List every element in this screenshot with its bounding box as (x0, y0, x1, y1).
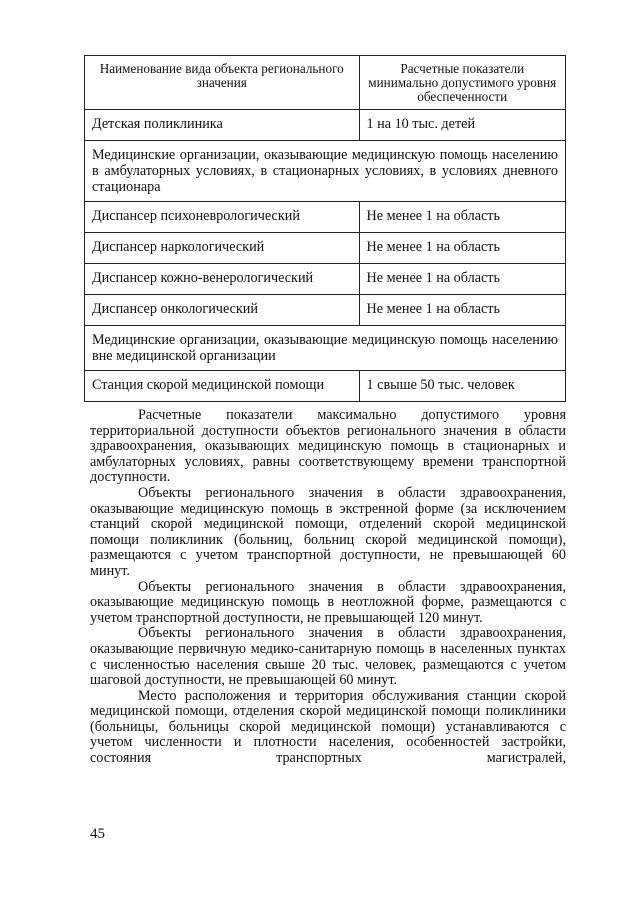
table-cell-value: 1 на 10 тыс. детей (359, 110, 566, 141)
table-cell-value: Не менее 1 на область (359, 202, 566, 233)
table-section-row (85, 141, 566, 202)
table-cell-value: 1 свыше 50 тыс. человек (359, 371, 566, 402)
table-cell-object: Детская поликлиника (85, 110, 360, 141)
body-text (90, 408, 566, 767)
table-header-row (85, 56, 566, 110)
table-cell-object: Диспансер психоневрологический (85, 202, 360, 233)
table-section-heading: Медицинские организации, оказывающие медицинскую помощь населению в амбулаторных условиях, в стационарных условиях, в условиях дневного стационара (85, 141, 566, 202)
table-row (85, 264, 566, 295)
table-cell-value: Не менее 1 на область (359, 264, 566, 295)
table-cell-object: Диспансер онкологический (85, 295, 360, 326)
table-cell-object: Диспансер кожно-венерологический (85, 264, 360, 295)
table-cell-object: Станция скорой медицинской помощи (85, 371, 360, 402)
paragraph: Объекты регионального значения в области здравоохранения, оказывающие медицинскую помощь в экстренной форме (за исключением станций скорой медицинской помощи, отделений скорой медицинской помощи поликлиник (больниц, больниц скорой медицинской помощи), размещаются с учетом транспортной доступности, не превышающей 60 минут. (90, 484, 566, 579)
table-row (85, 233, 566, 264)
table-row (85, 295, 566, 326)
table-row (85, 202, 566, 233)
paragraph: Объекты регионального значения в области здравоохранения, оказывающие медицинскую помощь в неотложной форме, размещаются с учетом транспортной доступности, не превышающей 120 минут. (90, 578, 566, 626)
table-header-object-type: Наименование вида объекта регионального значения (85, 56, 360, 110)
table-section-row (85, 326, 566, 371)
table-header-provision-level: Расчетные показатели минимально допустимого уровня обеспеченности (359, 56, 566, 110)
paragraph: Место расположения и территория обслуживания станции скорой медицинской помощи, отделения скорой медицинской помощи поликлиники (больницы, больницы скорой медицинской помощи) устанавливаются с учетом численности и плотности населения, особенностей застройки, состояния транспортных магистралей, (90, 687, 566, 767)
table-cell-value: Не менее 1 на область (359, 295, 566, 326)
paragraph: Объекты регионального значения в области здравоохранения, оказывающие первичную медико-санитарную помощь в населенных пунктах с численностью населения свыше 20 тыс. человек, размещаются с учетом шаговой доступности, не превышающей 60 минут. (90, 625, 566, 689)
table-cell-value: Не менее 1 на область (359, 233, 566, 264)
facilities-table (84, 55, 566, 402)
table-row (85, 110, 566, 141)
page-number: 45 (90, 826, 105, 842)
paragraph: Расчетные показатели максимально допустимого уровня территориальной доступности объектов регионального значения в области здравоохранения, оказывающих медицинскую помощь в стационарных и амбулаторных условиях, равны соответствующему времени транспортной доступности. (90, 407, 566, 486)
table-cell-object: Диспансер наркологический (85, 233, 360, 264)
table-section-heading: Медицинские организации, оказывающие медицинскую помощь населению вне медицинской организации (85, 326, 566, 371)
table-row (85, 371, 566, 402)
